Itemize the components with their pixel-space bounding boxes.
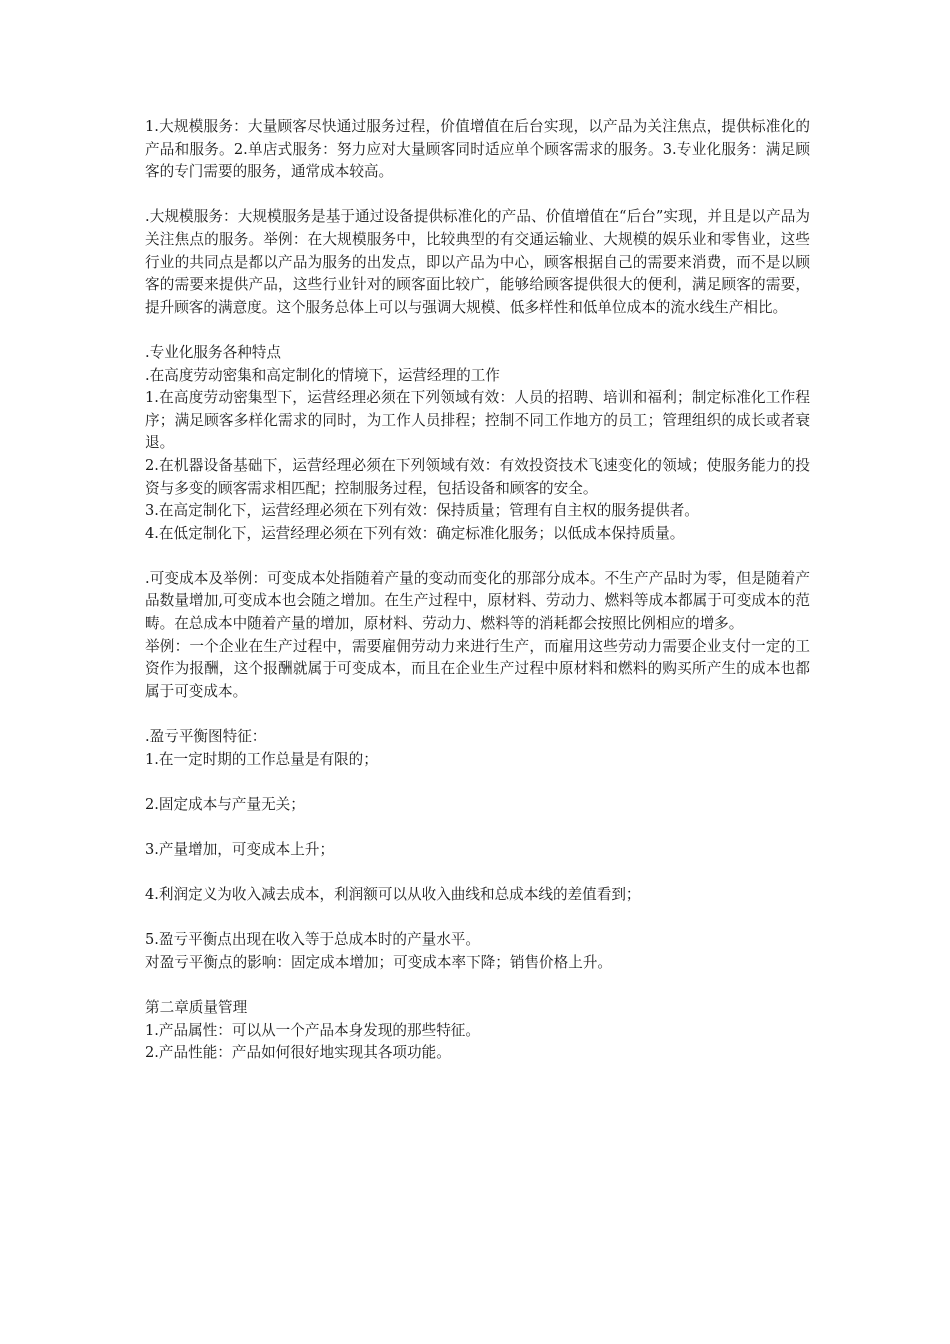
paragraph-spacer <box>145 184 810 207</box>
paragraph-service-types: 1.大规模服务：大量顾客尽快通过服务过程，价值增值在后台实现，以产品为关注焦点，提供标准化的产品和服务。2.单店式服务：努力应对大量顾客同时适应单个顾客需求的服务。3.专业化服务：满足顾客的专门需要的服务，通常成本较高。 <box>145 118 810 181</box>
paragraph-professional-service-heading: .专业化服务各种特点 <box>145 343 281 361</box>
paragraph-spacer <box>145 862 810 885</box>
list-item-breakeven-4: 4.利润定义为收入减去成本，利润额可以从收入曲线和总成本线的差值看到； <box>145 886 641 904</box>
paragraph-spacer <box>145 907 810 930</box>
list-item-equipment-based: 2.在机器设备基础下，运营经理必须在下列领域有效：有效投资技术飞速变化的领域；使服务能力的投资与多变的顾客需求相匹配；控制服务过程，包括设备和顾客的安全。 <box>145 456 810 497</box>
list-item-breakeven-5: 5.盈亏平衡点出现在收入等于总成本时的产量水平。 <box>145 931 480 949</box>
paragraph-breakeven-heading: .盈亏平衡图特征： <box>145 728 267 746</box>
list-item-low-customization: 4.在低定制化下，运营经理必须在下列有效：确定标准化服务；以低成本保持质量。 <box>145 524 685 542</box>
paragraph-variable-cost: .可变成本及举例：可变成本处指随着产量的变动而变化的那部分成本。不生产产品时为零，但是随着产品数量增加,可变成本也会随之增加。在生产过程中，原材料、劳动力、燃料等成本都属于可变成本的范畴。在总成本中随着产量的增加，原材料、劳动力、燃料等的消耗都会按照比例相应的增多。 <box>145 569 810 633</box>
list-item-labor-intensive: 1.在高度劳动密集型下，运营经理必须在下列领域有效：人员的招聘、培训和福利；制定标准化工作程序；满足顾客多样化需求的同时，为工作人员排程；控制不同工作地方的员工；管理组织的成长或者衰退。 <box>145 389 810 452</box>
paragraph-mass-service: .大规模服务：大规模服务是基于通过设备提供标准化的产品、价值增值在“后台”实现，并且是以产品为关注焦点的服务。举例：在大规模服务中，比较典型的有交通运输业、大规模的娱乐业和零售业，这些行业的共同点是都以产品为服务的出发点，即以产品为中心，顾客根据自己的需要来消费，而不是以顾客的需要来提供产品，这些行业针对的顾客面比较广，能够给顾客提供很大的便利，满足顾客的需要，提升顾客的满意度。这个服务总体上可以与强调大规模、低多样性和低单位成本的流水线生产相比。 <box>145 208 810 316</box>
chapter-heading: 第二章质量管理 <box>145 999 248 1017</box>
document-body <box>145 116 810 1065</box>
list-item-high-customization: 3.在高定制化下，运营经理必须在下列有效：保持质量；管理有自主权的服务提供者。 <box>145 502 699 520</box>
paragraph-spacer <box>145 816 810 839</box>
paragraph-spacer <box>145 545 810 568</box>
paragraph-spacer <box>145 319 810 342</box>
list-item-product-performance: 2.产品性能：产品如何很好地实现其各项功能。 <box>145 1044 451 1062</box>
list-item-breakeven-1: 1.在一定时期的工作总量是有限的； <box>145 750 378 768</box>
paragraph-breakeven-influence: 对盈亏平衡点的影响：固定成本增加；可变成本率下降；销售价格上升。 <box>145 953 613 971</box>
paragraph-manager-work-heading: .在高度劳动密集和高定制化的情境下，运营经理的工作 <box>145 366 500 384</box>
list-item-product-attribute: 1.产品属性：可以从一个产品本身发现的那些特征。 <box>145 1021 480 1039</box>
paragraph-spacer <box>145 771 810 794</box>
list-item-breakeven-2: 2.固定成本与产量无关； <box>145 795 305 813</box>
paragraph-spacer <box>145 975 810 998</box>
paragraph-spacer <box>145 703 810 726</box>
list-item-breakeven-3: 3.产量增加，可变成本上升； <box>145 841 335 858</box>
paragraph-variable-cost-example: 举例：一个企业在生产过程中，需要雇佣劳动力来进行生产，而雇用这些劳动力需要企业支付一定的工资作为报酬，这个报酬就属于可变成本，而且在企业生产过程中原材料和燃料的购买所产生的成本也都属于可变成本。 <box>145 637 810 700</box>
